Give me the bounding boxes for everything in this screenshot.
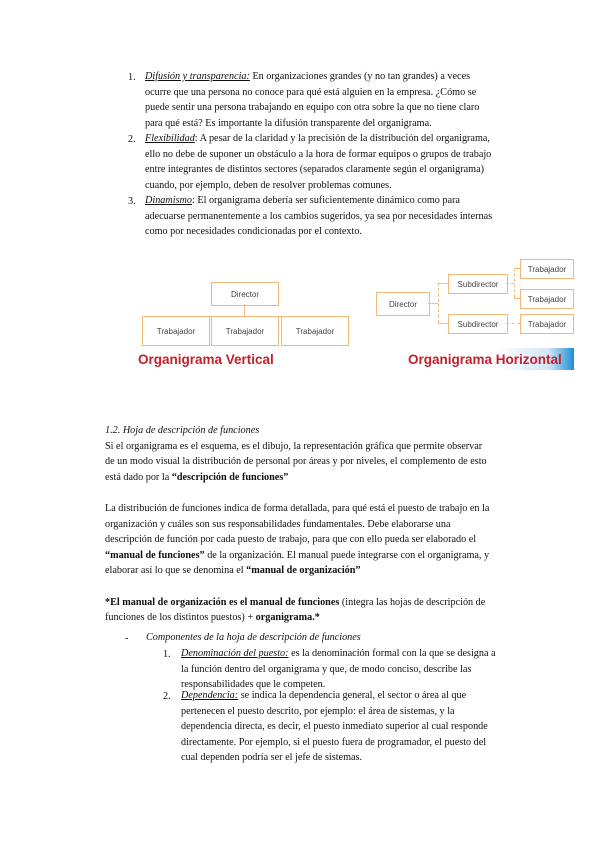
paragraph-line: está dado por la “descripción de funciones” xyxy=(105,471,289,483)
component-item-dependencia: Dependencia: se indica la dependencia general, el sector o área al que pertenecen el puesto descrito, por ejemplo: el área de sistemas, y la dependencia directa, es decir, el puesto inmediato superior al cual responde directamente. Por ejemplo, si el puesto fuera de programador, el puesto del cual dependen podría ser el jefe de sistemas. xyxy=(181,688,571,766)
list-item-dinamismo xyxy=(145,193,565,240)
list-item-flexibilidad xyxy=(145,131,565,193)
list-text: ello no debe de suponer un obstáculo a la hora de formar equipos o grupos de trabajo xyxy=(145,148,492,160)
section-body xyxy=(105,423,565,626)
connector xyxy=(506,323,520,324)
list-number: 1. xyxy=(163,649,171,660)
vertical-worker-box: Trabajador xyxy=(281,316,349,346)
connector xyxy=(506,283,514,284)
vertical-worker-box: Trabajador xyxy=(211,316,279,346)
connector xyxy=(438,283,439,323)
paragraph-line: elaborar así lo que se denomina el “manual de organización” xyxy=(105,565,361,577)
horizontal-worker-box: Trabajador xyxy=(520,289,574,309)
list-text: : El organigrama debería ser suficientemente dinámico como para xyxy=(191,195,460,206)
list-number: 2. xyxy=(128,134,136,145)
org-chart-diagram xyxy=(118,250,574,375)
list-number: 1. xyxy=(128,72,136,83)
paragraph-line: La distribución de funciones indica de forma detallada, para qué está el puesto de trabajo en la xyxy=(105,502,490,514)
section-heading: 1.2. Hoja de descripción de funciones xyxy=(105,425,260,436)
vertical-worker-box: Trabajador xyxy=(142,316,210,346)
connector xyxy=(438,323,448,324)
horizontal-director-box: Director xyxy=(376,292,430,316)
vertical-director-box: Director xyxy=(211,282,279,306)
connector xyxy=(428,303,438,304)
dash-bullet: - xyxy=(125,633,129,644)
list-text: cual dependen podría ser el jefe de sistemas. xyxy=(181,752,363,764)
connector xyxy=(514,268,515,298)
paragraph-line: de un modo visual la distribución de personal por áreas y por niveles, el complemento de esto xyxy=(105,456,487,468)
list-number: 2. xyxy=(163,691,171,702)
list-text: para qué está? Es importante la difusión transparente del organigrama. xyxy=(145,117,432,129)
list-text: ocurre que una persona no conoce para qué está alguien en la empresa. ¿Cómo se xyxy=(145,86,477,98)
term-dinamismo: Dinamismo xyxy=(145,195,192,206)
term-difusion: Difusión y transparencia: xyxy=(145,71,250,82)
list-text: directamente. Por ejemplo, si el puesto fuera de programador, el puesto del xyxy=(181,736,487,748)
horizontal-subdirector-box: Subdirector xyxy=(448,274,508,294)
bold-term: *El manual de organización es el manual de funciones xyxy=(105,596,340,608)
components-title: Componentes de la hoja de descripción de funciones xyxy=(146,632,361,643)
list-item-difusion xyxy=(145,69,545,131)
term-dependencia: Dependencia: xyxy=(181,690,239,701)
component-item-denominacion: Denominación del puesto: es la denominación formal con la que se designa a la función dentro del organigrama y que, de modo conciso, describe las responsabilidades que le competen. xyxy=(181,646,571,693)
paragraph-line: Si el organigrama es el esquema, es el dibujo, la representación gráfica que permite observar xyxy=(105,440,483,452)
list-text: dependencia directa, es decir, el puesto inmediato superior al cual responde xyxy=(181,721,488,733)
list-text: responsabilidades que le competen. xyxy=(181,679,326,691)
paragraph-line: *El manual de organización es el manual de funciones (integra las hojas de descripción de xyxy=(105,596,486,608)
list-number: 3. xyxy=(128,196,136,207)
horizontal-subdirector-box: Subdirector xyxy=(448,314,508,334)
bold-term: “manual de organización” xyxy=(246,565,361,577)
vertical-title: Organigrama Vertical xyxy=(138,352,274,367)
paragraph-line: funciones de los distintos puestos) + organigrama.* xyxy=(105,612,320,624)
list-text: : A pesar de la claridad y la precisión de la distribución del organigrama, xyxy=(194,133,490,144)
bold-term: “manual de funciones” xyxy=(105,549,205,561)
list-text: cuando, por ejemplo, deben de resolver problemas comunes. xyxy=(145,179,392,191)
paragraph-line: descripción de función por cada puesto de trabajo, para que con ello pueda ser elaborado el xyxy=(105,534,477,546)
term-denominacion: Denominación del puesto: xyxy=(181,648,289,659)
list-text: pertenecen el puesto descrito, por ejemplo: el área de sistemas, y la xyxy=(181,705,455,717)
horizontal-title: Organigrama Horizontal xyxy=(408,352,562,367)
paragraph-line: organización y cuáles son sus responsabilidades fundamentales. Debe elaborarse una xyxy=(105,518,451,530)
list-text: entre integrantes de distintos sectores (separados claramente según el organigrama) xyxy=(145,164,484,176)
horizontal-worker-box: Trabajador xyxy=(520,314,574,334)
list-text: como por necesidades condicionadas por el contexto. xyxy=(145,226,362,238)
list-text: adecuarse permanentemente a los cambios sugeridos, ya sea por necesidades internas xyxy=(145,210,493,222)
connector xyxy=(438,283,448,284)
list-text: la función dentro del organigrama y que, de modo conciso, describe las xyxy=(181,663,472,675)
list-text: En organizaciones grandes (y no tan grandes) a veces xyxy=(249,71,471,82)
bold-term: “descripción de funciones” xyxy=(171,471,289,483)
connector xyxy=(244,304,245,316)
list-text: puede sentir una persona trabajando en equipo con otra sobre la que no tiene claro xyxy=(145,102,480,114)
paragraph-line: “manual de funciones” de la organización. El manual puede integrarse con el organigrama, y xyxy=(105,549,490,561)
horizontal-worker-box: Trabajador xyxy=(520,259,574,279)
term-flexibilidad: Flexibilidad xyxy=(145,133,195,144)
bold-term: organigrama.* xyxy=(255,612,320,624)
